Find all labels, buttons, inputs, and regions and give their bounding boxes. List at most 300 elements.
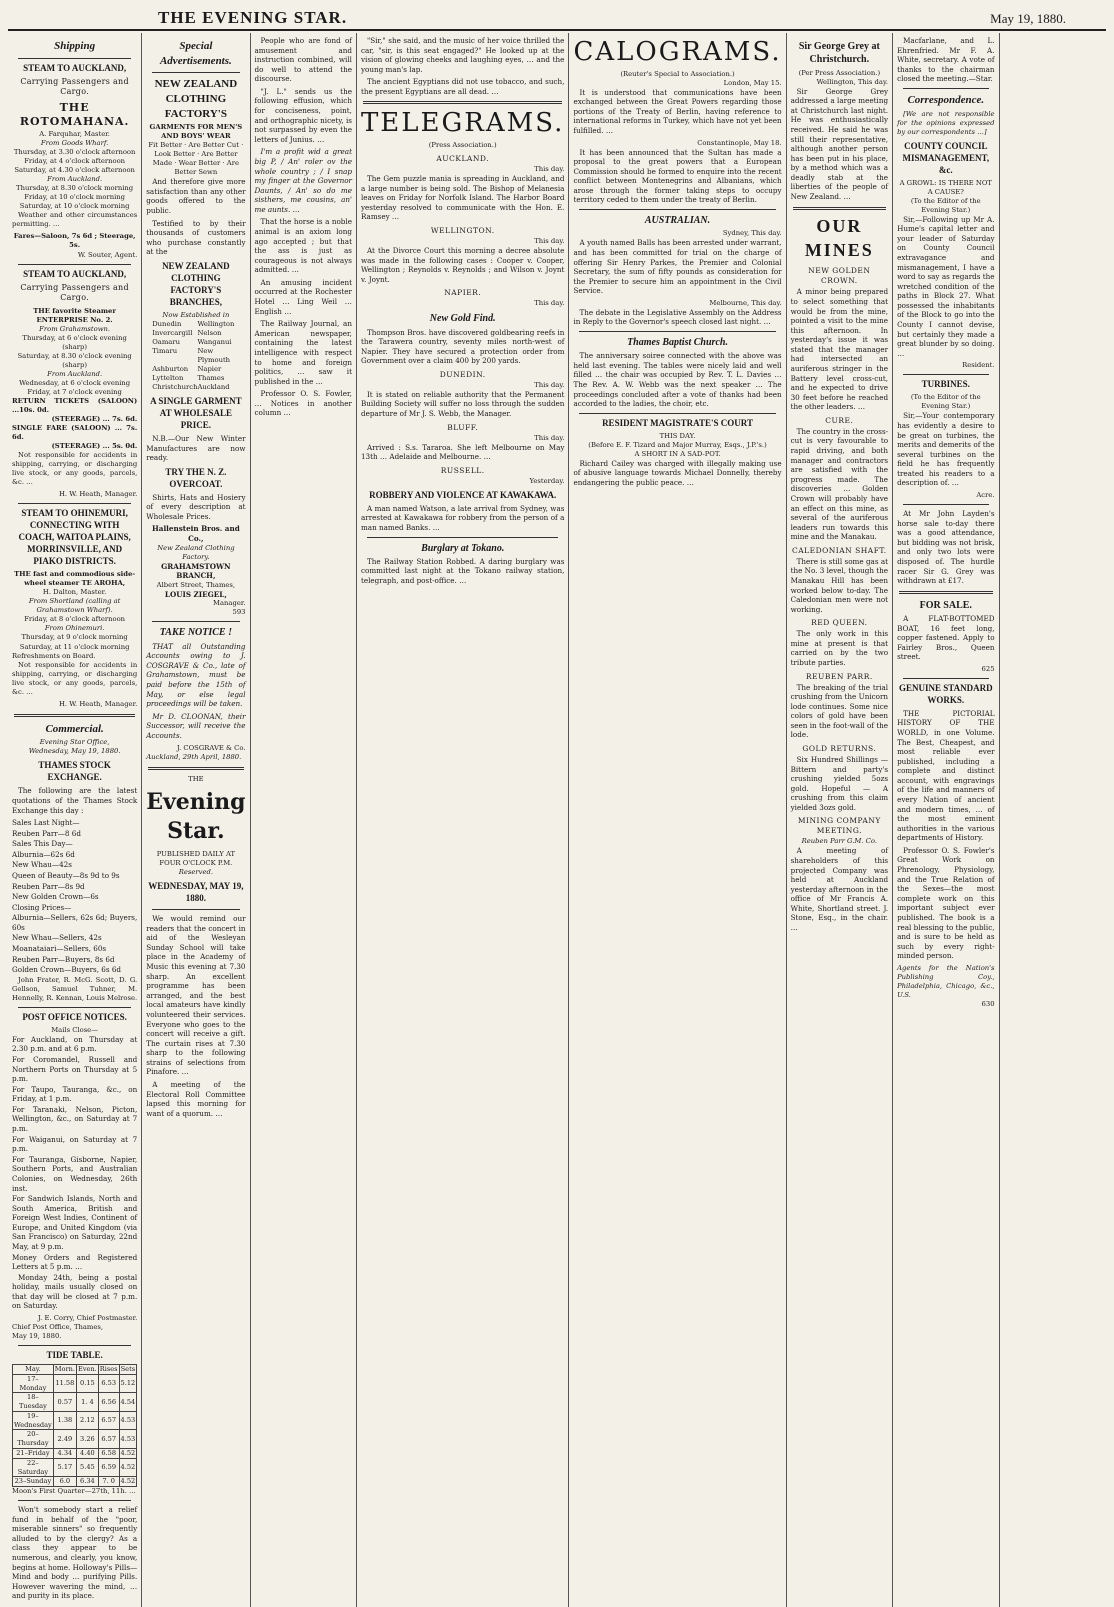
table-row xyxy=(13,1430,137,1449)
list-item: Golden Crown—Buyers, 6s 6d xyxy=(12,965,122,975)
evening-star-date: WEDNESDAY, MAY 19, 1880. xyxy=(148,881,244,904)
steam1-from1: From Goods Wharf. xyxy=(40,139,109,148)
post-list xyxy=(12,1035,137,1272)
evening-star-title: Evening Star. xyxy=(146,788,246,844)
gold-heading: New Gold Find. xyxy=(429,313,496,325)
mine-heading: MINING COMPANY MEETING. xyxy=(797,816,881,836)
divider xyxy=(18,264,131,265)
council-sub: A GROWL: IS THERE NOT A CAUSE? xyxy=(899,178,992,196)
works-agent: Agents for the Nation's Publishing Coy., Philadelphia, Chicago, &c., U.S. xyxy=(897,963,995,999)
article-paragraph: A meeting of shareholders of this projected Company was held at Auckland yesterday afternoon in the office of Mr Francis A. White, Shortland street. J. Stone, Esq., in the chair. … xyxy=(790,846,889,933)
steam3-t3: Saturday, at 11 o'clock morning xyxy=(19,642,130,651)
list-item: Alburnia—62s 6d xyxy=(12,849,75,859)
nz-sub: GARMENTS FOR MEN'S AND BOYS' WEAR xyxy=(149,123,243,141)
column-1 xyxy=(8,33,142,1607)
steam3-ref: Refreshments on Board. xyxy=(12,651,96,660)
table-row xyxy=(13,1393,137,1412)
ad-number: 630 xyxy=(981,999,995,1008)
hall-sub: New Zealand Clothing Factory. xyxy=(157,543,235,561)
hall-branch: GRAHAMSTOWN BRANCH, xyxy=(161,561,231,581)
article-paragraph: At Mr John Layden's horse sale to-day there was a good attendance, but bidding was not brisk, and only two lots were disposed of. The hurdle racer Sir G. Grey was withdrawn at £17. xyxy=(897,509,995,586)
steam1-t5: Friday, at 10 o'clock morning xyxy=(24,193,125,202)
hall-street: Albert Street, Thames, xyxy=(156,580,236,589)
list-item: Thames xyxy=(197,374,225,383)
article-paragraph: Richard Cailey was charged with illegally making use of abusive language towards Michael Donnelly, thereby endangering the public peace. … xyxy=(573,458,782,488)
list-item: Auckland xyxy=(197,383,230,392)
list-item: Queen of Beauty—8s 9d to 9s xyxy=(12,870,120,880)
steam2-t2: Saturday, at 8.30 o'clock evening (sharp) xyxy=(17,351,132,369)
table-header: Even. xyxy=(78,1365,97,1374)
post-office-sub: Mails Close— xyxy=(51,1025,99,1034)
robbery-heading: ROBBERY AND VIOLENCE AT KAWAKAWA. xyxy=(369,489,557,500)
steam1-fares: Fares—Saloon, 7s 6d ; Steerage, 5s. xyxy=(13,232,136,250)
list-item: Reuben Parr—8s 9d xyxy=(12,881,85,891)
burglary-heading: Burglary at Tokano. xyxy=(421,542,505,554)
table-cell: 6.53 xyxy=(98,1374,119,1393)
divider xyxy=(363,101,562,104)
post-note: Monday 24th, being a postal holiday, mails usually closed on that day will be closed at 7 p.m. on Saturday. xyxy=(12,1272,138,1311)
steam1-from2: From Auckland. xyxy=(47,175,103,184)
article-paragraph: Thompson Bros. have discovered goldbearing reefs in the Tarawera country, seventy miles north-west of Napier. They have secured a protection order from Government over a claim 400 by 200 yards. xyxy=(360,327,565,366)
steam3-note: Not responsible for accidents in shipping, carrying, or discharging live stock, or any goods, parcels, &c. … xyxy=(12,660,138,696)
steam2-r2: (STEERAGE) ... 7s. 6d. xyxy=(51,415,138,424)
mine-heading: NEW GOLDEN CROWN. xyxy=(808,266,871,286)
list-item: Napier xyxy=(197,365,222,373)
mine-heading: CALEDONIAN SHAFT. xyxy=(791,545,887,555)
table-row xyxy=(13,1477,137,1487)
notice-title: TAKE NOTICE ! xyxy=(159,627,232,639)
works-text-2: Professor O. S. Fowler's Great Work on Phrenology, Physiology, and the True Relation of the Sexes—the most complete work on this important subject ever published. The book is a real blessing to the public, and is sure to be held as such by every right-minded person. xyxy=(897,845,995,961)
article-paragraph: The ancient Egyptians did not use tobacco, and such, the present Egyptians are all dead. … xyxy=(360,77,565,96)
table-cell: 4.52 xyxy=(120,1448,136,1457)
column-4 xyxy=(357,33,569,1607)
table-cell: 1. 4 xyxy=(77,1393,99,1412)
article-paragraph: An amusing incident occurred at the Rochester Hotel … Ling Weil … English … xyxy=(254,277,352,316)
divider xyxy=(18,58,131,59)
table-cell: 7. 0 xyxy=(98,1477,119,1487)
sales-list xyxy=(12,818,137,975)
article-paragraph: The breaking of the trial crushing from the Unicorn lode continues. Some nice colors of gold have been seen in the foot-wall of the lode. xyxy=(790,682,889,740)
tide-table-title: TIDE TABLE. xyxy=(46,1350,103,1361)
article-paragraph: At the Divorce Court this morning a decree absolute was made in the following cases : Cooper v. Cooper, Wellington ; Reynolds v. Reynolds ; and Wilson v. Joynt v. Joynt. xyxy=(360,245,565,284)
mines-heading: OUR MINES xyxy=(804,215,874,260)
steam2-title: STEAM TO AUCKLAND, xyxy=(23,268,127,279)
column-8 xyxy=(1000,33,1106,1607)
section-commercial: Commercial. xyxy=(45,722,104,735)
article-paragraph: It has been announced that the Sultan has made a proposal to the great powers that a European Commission should be formed to enquire into the recent conflict between Montenegrins and Albanians, which arose through the former taking steps to occupy territory ceded to them under the treaty of Berlin. xyxy=(573,147,782,205)
dateline: This day. xyxy=(534,380,565,389)
table-cell: 5.17 xyxy=(53,1458,76,1477)
table-header: Sets xyxy=(120,1365,136,1374)
council-heading: COUNTY COUNCIL MISMANAGEMENT, &c. xyxy=(902,140,990,175)
steam2-from1: From Grahamstown. xyxy=(39,324,111,333)
list-item: Wellington xyxy=(197,319,235,328)
article-paragraph: It is stated on reliable authority that the Permanent Building Society will suffer no loss through the sudden departure of Mr J. S. Webb, the Manager. xyxy=(360,389,565,419)
table-cell: 3.26 xyxy=(77,1430,99,1449)
table-cell: 6.58 xyxy=(98,1448,119,1458)
table-header: Morn. xyxy=(54,1365,75,1374)
dateline: This day. xyxy=(534,299,565,308)
nz-title2: NEW ZEALAND CLOTHING FACTORY'S BRANCHES, xyxy=(162,260,230,307)
article-paragraph: Sir George Grey addressed a large meeting at Christchurch last night. He was enthusiastically received. He said he was still their representative, although another person has been put in his place, by a method which was a deadly stab at the liberties of the people of New Zealand. … xyxy=(790,86,889,202)
table-cell: 6.57 xyxy=(98,1411,119,1430)
column-7 xyxy=(893,33,999,1607)
masthead-title: THE EVENING STAR. xyxy=(158,8,348,27)
table-cell: 4.40 xyxy=(77,1448,99,1458)
telegrams-heading: TELEGRAMS. xyxy=(360,108,565,139)
mine-heading: REUBEN PARR. xyxy=(805,671,873,681)
table-cell: 4.54 xyxy=(119,1393,137,1412)
article-paragraph: The anniversary soiree connected with the above was held last evening. The tables were nicely laid and well filled … the chair was occupied by Rev. T. L. Davies … The Rev. A. W. Webb was the next speaker … The proceedings concluded after a vote of thanks had been accorded to the ladies, the choir, etc. xyxy=(573,351,782,409)
table-header: Rises xyxy=(99,1365,118,1374)
list-item: Moanataiari—Sellers, 60s xyxy=(12,944,107,954)
divider xyxy=(367,537,558,538)
list-item: Sales Last Night— xyxy=(12,818,80,828)
rm-court-day: THIS DAY. xyxy=(659,431,696,440)
steam2-t4: Friday, at 7 o'clock evening xyxy=(27,388,122,397)
section-shipping: Shipping xyxy=(54,40,96,52)
leader-paragraph-2: A meeting of the Electoral Roll Committee lapsed this morning for want of a quorum. … xyxy=(146,1079,246,1118)
nz-now: Now Established in xyxy=(162,310,230,319)
list-item: Oamaru xyxy=(152,337,180,346)
ad-number: 593 xyxy=(232,608,246,617)
works-text: THE PICTORIAL HISTORY OF THE WORLD, in one Volume. The Best, Cheapest, and most reliable ever published, including a complete and distinct account, with engravings of the life and manners of every Nation of ancient and modern times, … of the most eminent authorities in the various departments of History. xyxy=(897,708,995,843)
table-cell: 23–Sunday xyxy=(13,1477,54,1487)
section-special-ads: Special Advertisements. xyxy=(159,40,232,67)
dateline: London, May 15. xyxy=(723,78,782,87)
hall-manager-title: Manager. xyxy=(213,599,246,608)
signature: Acre. xyxy=(976,491,995,499)
commercial-sub: THAMES STOCK EXCHANGE. xyxy=(38,760,111,783)
list-item: New Whau—Sellers, 42s xyxy=(12,933,102,943)
steam2-ship: THE favorite Steamer ENTERPRISE No. 2. xyxy=(33,306,116,324)
steam2-t3: Wednesday, at 6 o'clock evening xyxy=(19,379,131,387)
divider xyxy=(579,209,775,210)
table-cell: 20–Thursday xyxy=(13,1430,54,1449)
article-paragraph: There is still some gas at the No. 3 level, though the Manakau Hill has been worked below to-day. The Caledonian men were not working. xyxy=(790,556,889,614)
leader-paragraph: We would remind our readers that the concert in aid of the Wesleyan Sunday School will take place in the Academy of Music this evening at 7.30 sharp. An excellent programme has been arranged, and the best local amateurs have kindly volunteered their services. Everyone who goes to the concert will receive a gift. The curtain rises at 7.30 sharp to the following strains of selections from Pinafore. … xyxy=(146,914,246,1077)
table-cell: 2.49 xyxy=(53,1430,76,1449)
divider xyxy=(14,714,135,717)
steam1-agent: W. Souter, Agent. xyxy=(77,250,138,259)
commercial-date: Wednesday, May 19, 1880. xyxy=(28,747,121,756)
article-paragraph: Six Hundred Shillings — Bittern and party's crushing yielded 5ozs gold. Hopeful — A crushing from this claim yielded 3ozs gold. xyxy=(790,754,889,812)
steam2-r4: (STEERAGE) ... 5s. 0d. xyxy=(51,442,138,451)
table-row xyxy=(13,1374,137,1393)
nz-try: TRY THE N. Z. OVERCOAT. xyxy=(165,466,227,489)
divider xyxy=(18,1500,131,1501)
article-paragraph: A youth named Balls has been arrested under warrant, and has been committed for trial on the charge of offering Sir Henry Parkes, the Premier and Colonial Secretary, the sum of fifty pounds as consideration for the Premier to secure him an appointment in the Civil Service. xyxy=(573,238,782,296)
post-office-title: POST OFFICE NOTICES. xyxy=(22,1011,127,1022)
dateline: This day. xyxy=(534,236,565,245)
list-item: Nelson xyxy=(197,328,222,337)
article-paragraph: Macfarlane, and L. Ehrenfried. Mr F. A. White, secretary. A vote of thanks to the chairman closed the meeting.—Star. xyxy=(897,36,995,84)
table-cell: 6.34 xyxy=(77,1477,99,1487)
works-heading: GENUINE STANDARD WORKS. xyxy=(898,682,993,705)
rm-court-heading: RESIDENT MAGISTRATE'S COURT xyxy=(602,417,753,428)
article-paragraph: "Sir," she said, and the music of her voice thrilled the car, "sir, is this seat engaged?" He looked up at the vision of glowing cheeks and laughing eyes, … and the young man's lap. xyxy=(360,36,565,74)
post-sig: J. E. Corry, Chief Postmaster. xyxy=(37,1314,138,1323)
table-cell: 4.52 xyxy=(120,1477,136,1486)
steam2-agent: H. W. Heath, Manager. xyxy=(58,490,138,499)
divider xyxy=(899,591,992,594)
article-paragraph: It is understood that communications have been exchanged between the Great Powers regarding those portions of the Treaty of Berlin, having reference to international reforms in Turkey, which have not yet been fulfilled. … xyxy=(573,87,782,135)
steam3-from1: From Shortland (calling at Grahamstown Wharf). xyxy=(28,597,121,615)
article-paragraph: Sir,—Following up Mr A. Hume's capital letter and your leader of Saturday on County Council extravagance and mismanagement, I have a word to say as regards the wretched condition of the paths in Block 27. What possessed the inhabitants of the Block to go into the County I cannot devise, but certainly they made a great blunder by so doing. … xyxy=(897,214,995,358)
steam2-r1: RETURN TICKETS (SALOON) ...10s. 0d. xyxy=(12,397,138,415)
divider xyxy=(903,504,988,505)
table-cell: 6.0 xyxy=(53,1477,76,1487)
dateline: Melbourne, This day. xyxy=(709,298,782,307)
article-paragraph: Professor O. S. Fowler, … Notices in another column … xyxy=(254,389,352,418)
table-cell: 0.57 xyxy=(53,1393,76,1412)
dateline: This day. xyxy=(534,165,565,174)
mine-heading: CURE. xyxy=(825,415,854,425)
hall-manager: LOUIS ZIEGEL, xyxy=(164,589,227,599)
nz-fit: Fit Better · Are Better Cut · Look Better · Are Better Made · Wear Better · Are Better Sewn xyxy=(148,141,244,177)
verse: I'm a profit wid a great big P, / An' roler ov the whole country ; / I snap my finger at the Governor Daunts, / An' so do me sisthers, me cousins, an' me aunts. … xyxy=(254,147,352,214)
nz-nb: N.B.—Our New Winter Manufactures are now ready. xyxy=(146,434,246,463)
column-2 xyxy=(142,33,250,1607)
notice-text: THAT all Outstanding Accounts owing to J. COSGRAVE & Co., late of Grahamstown, must be paid before the 15th of May, or else legal proceedings will be taken. xyxy=(146,641,246,709)
list-item: Sales This Day— xyxy=(12,839,73,849)
grey-heading: Sir George Grey at Christchurch. xyxy=(798,41,880,66)
turbines-heading: TURBINES. xyxy=(921,379,970,390)
calograms-heading: CALOGRAMS. xyxy=(573,37,782,67)
post-date: May 19, 1880. xyxy=(12,1332,62,1341)
table-cell: 4.53 xyxy=(119,1430,137,1449)
divider xyxy=(18,503,131,504)
table-cell: 22–Saturday xyxy=(13,1458,54,1477)
ad-number: 625 xyxy=(981,664,995,673)
for-sale-heading: FOR SALE. xyxy=(919,599,972,611)
divider xyxy=(793,207,886,210)
table-cell: 0.15 xyxy=(77,1374,99,1393)
notice-date: Auckland, 29th April, 1880. xyxy=(146,752,242,761)
steam2-r3: SINGLE FARE (SALOON) ... 7s. 6d. xyxy=(12,424,138,442)
nz-title: NEW ZEALAND CLOTHING FACTORY'S xyxy=(154,78,238,120)
list-item: Christchurch xyxy=(152,383,198,392)
grey-sub: (Per Press Association.) xyxy=(798,68,881,77)
table-cell: 17–Monday xyxy=(13,1374,54,1393)
divider xyxy=(903,374,988,375)
table-cell: 6.56 xyxy=(98,1393,119,1412)
list-item: Money Orders and Registered Letters at 5 p.m. … xyxy=(12,1252,138,1272)
table-cell: 5.12 xyxy=(119,1374,137,1393)
hall-name: Hallenstein Bros. and Co., xyxy=(152,524,240,543)
steam3-agent: H. W. Heath, Manager. xyxy=(58,699,138,708)
post-office: Chief Post Office, Thames, xyxy=(12,1323,104,1332)
article-paragraph: The Railway Station Robbed. A daring burglary was committed last night at the Tokano railway station, telegraph, and post-office. … xyxy=(360,556,565,585)
nz-branches xyxy=(146,320,245,392)
divider xyxy=(18,1007,131,1008)
place-dunedin: DUNEDIN. xyxy=(439,369,486,379)
steam3-ship: THE fast and commodious side-wheel steamer TE AROHA, xyxy=(14,570,136,588)
place-napier: NAPIER. xyxy=(444,288,482,298)
steam1-t2: Friday, at 4 o'clock afternoon xyxy=(24,157,126,166)
column-3 xyxy=(251,33,357,1607)
steam1-t3: Saturday, at 4.30 o'clock afternoon xyxy=(14,166,135,175)
steam3-master: H. Dalton, Master. xyxy=(42,588,107,597)
list-item: For Taranaki, Nelson, Picton, Wellington, &c., on Saturday at 7 p.m. xyxy=(12,1104,138,1134)
table-cell: 18–Tuesday xyxy=(13,1393,54,1412)
rm-court-case: A SHORT IN A SAD-POT. xyxy=(634,449,721,458)
steam1-t6: Saturday, at 10 o'clock morning xyxy=(19,202,130,211)
correspondence-heading: Correspondence. xyxy=(907,93,985,106)
nz-single: A SINGLE GARMENT AT WHOLESALE PRICE. xyxy=(150,396,242,431)
article-paragraph: Sir,—Your contemporary has evidently a desire to be great on turbines, the merits and demerits of the several turbines on the field he has frequently treated his readers to a description of. … xyxy=(897,411,995,488)
column-5 xyxy=(569,33,786,1607)
divider xyxy=(152,909,239,910)
list-item: New Golden Crown—6s xyxy=(12,892,99,902)
steam1-sub: Carrying Passengers and Cargo. xyxy=(20,76,129,97)
divider xyxy=(579,413,775,414)
tides-moon: Moon's First Quarter—27th, 11h. … xyxy=(12,1487,136,1496)
divider xyxy=(152,72,239,73)
steam1-master: A. Farquhar, Master. xyxy=(39,130,110,139)
table-row xyxy=(13,1458,137,1477)
nz-shirts: Shirts, Hats and Hosiery of every description at Wholesale Prices. xyxy=(146,492,246,521)
table-cell: 5.45 xyxy=(77,1458,99,1477)
steam1-title: STEAM TO AUCKLAND, xyxy=(23,62,127,73)
table-cell: 6.57 xyxy=(98,1430,119,1449)
telegrams-sub: (Press Association.) xyxy=(428,141,497,150)
turbines-to: (To the Editor of the Evening Star.) xyxy=(910,393,981,411)
column-6 xyxy=(787,33,893,1607)
list-item: Invercargill xyxy=(152,328,193,337)
masthead-date: May 19, 1880. xyxy=(990,11,1066,26)
list-item: For Sandwich Islands, North and South America, British and Foreign West Indies, Continent of Europe, and United Kingdom (via San Francisco) on Saturday, 22nd May, at 9 p.m. xyxy=(12,1194,138,1251)
evening-star-reserved: Reserved. xyxy=(178,868,214,877)
divider xyxy=(148,767,243,770)
list-item: Dunedin xyxy=(152,319,182,328)
article-paragraph: A minor being prepared to select something that would be from the mine, pointed a visit to the mine this afternoon. In yesterday's issue it was stated that the manager had intersected an auriferous stringer in the Battery level cross-cut, and he expected to drive 30 feet before he reached the other leaders. … xyxy=(790,287,889,412)
columns xyxy=(8,33,1106,1601)
list-item: New Whau—42s xyxy=(12,860,72,870)
steam3-from2: From Ohinemuri. xyxy=(44,624,105,633)
list-item: Lyttelton xyxy=(152,374,184,383)
holloway-ad: Won't somebody start a relief fund in behalf of the "poor, miserable sinners" so frequently alluded to by the clergy? As a class they appear to be numerous, and clearly, you know, begins at home. Holloway's Pills—Mind and body … purifying Pills. However wavering the mind, … and purity in its place. xyxy=(12,1505,138,1601)
list-item: Timaru xyxy=(152,346,178,355)
steam2-note: Not responsible for accidents in shipping, carrying, or discharging live stock, or any goods, parcels, &c. … xyxy=(12,451,138,487)
article-paragraph: People who are fond of amusement and instruction combined, will do well to attend the discourse. xyxy=(254,36,352,84)
divider xyxy=(903,88,988,89)
article-paragraph: The debate in the Legislative Assembly on the Address in Reply to the Governor's speech closed last night. … xyxy=(573,307,782,327)
mine-heading: GOLD RETURNS. xyxy=(802,743,877,753)
table-cell: 1.38 xyxy=(53,1411,76,1430)
divider xyxy=(903,678,988,679)
article-paragraph: The Gem puzzle mania is spreading in Auckland, and a large number is being sold. The Bishop of Melanesia leaves on Friday for Norfolk Island. The Harbor Board yesterday resolved to communicate with the Hon. E. Ramsey … xyxy=(360,174,565,222)
list-item: For Auckland, on Thursday at 2.30 p.m. and at 6 p.m. xyxy=(12,1034,138,1054)
article-paragraph: The country in the cross-cut is very favourable to rapid driving, and both manager and contractors are satisfied with the progress made. The discoveries … Golden Crown will probably have an effect on this mine, as several of the auriferous leaders run towards this mine and the Manakau. xyxy=(790,426,889,542)
steam2-sub: Carrying Passengers and Cargo. xyxy=(20,282,129,303)
list-item: Reuben Parr—8 6d xyxy=(12,828,81,838)
table-row xyxy=(13,1411,137,1430)
table-header-row xyxy=(13,1365,137,1375)
tide-table xyxy=(12,1364,137,1487)
brokers: John Frater, R. McG. Scott, D. G. Gellson, Samuel Tuhner, M. Hennelly, R. Kennan, Louis Melrose. xyxy=(12,975,138,1002)
signature: Resident. xyxy=(962,361,995,370)
dateline: Yesterday. xyxy=(529,476,565,485)
correspondence-note: [We are not responsible for the opinions expressed by our correspondents …] xyxy=(897,109,995,136)
article-paragraph: Arrived : S.s. Tararoa. She left Melbourne on May 13th … Adelaide and Melbourne. … xyxy=(360,442,565,462)
article-paragraph: The only work in this mine at present is that carried on by the two tribute parties. xyxy=(790,629,889,667)
list-item: Ashburton xyxy=(152,365,189,373)
dateline: Sydney, This day. xyxy=(722,229,782,238)
table-cell: 4.53 xyxy=(119,1411,137,1430)
steam1-t4: Thursday, at 8.30 o'clock morning xyxy=(16,184,134,193)
list-item: Closing Prices— xyxy=(12,902,72,912)
baptist-heading: Thames Baptist Church. xyxy=(627,337,728,349)
table-row xyxy=(13,1448,137,1458)
steam3-t1: Friday, at 8 o'clock afternoon xyxy=(24,615,126,624)
masthead xyxy=(8,6,1106,31)
article-paragraph: The Railway Journal, an American newspaper, containing the latest intelligence with respect to home and foreign politics, … saw it published in the … xyxy=(254,319,352,386)
evening-star-pub: PUBLISHED DAILY AT FOUR O'CLOCK P.M. xyxy=(156,850,236,868)
dateline: This day. xyxy=(534,433,565,442)
steam3-t2: Thursday, at 9 o'clock morning xyxy=(21,633,128,642)
for-sale-text: A FLAT-BOTTOMED BOAT, 16 feet long, copper fastened. Apply to Fairley Bros., Queen street. xyxy=(897,613,995,662)
table-cell: 4.34 xyxy=(53,1448,76,1458)
place-auckland: AUCKLAND. xyxy=(436,154,490,164)
nz-p1: And therefore give more satisfaction than any other goods offered to the public. xyxy=(146,177,246,216)
table-cell: 6.59 xyxy=(98,1458,119,1477)
steam2-t1: Thursday, at 6 o'clock evening (sharp) xyxy=(22,333,127,351)
mine-heading: RED QUEEN. xyxy=(811,618,868,628)
rm-court-before: (Before E. F. Tizard and Major Murray, Esqs., J.P.'s.) xyxy=(588,440,767,449)
dateline: Wellington, This day. xyxy=(816,77,889,86)
list-item: For Tauranga, Gisborne, Napier, Southern Ports, and Australian Colonies, on Wednesday, 26th inst. xyxy=(12,1154,138,1193)
article-paragraph: A man named Watson, a late arrival from Sydney, was arrested at Kawakawa for robbery from the person of a man named Banks. … xyxy=(360,503,565,532)
steam1-ship: THE ROTOMAHANA. xyxy=(19,100,130,129)
meeting-sub: Reuben Parr G.M. Co. xyxy=(801,837,878,846)
place-bluff: BLUFF. xyxy=(447,422,479,432)
divider xyxy=(579,331,775,332)
nz-p2: Testified to by their thousands of customers who purchase constantly at the xyxy=(146,218,246,257)
divider xyxy=(18,1345,131,1346)
notice-text-2: Mr D. CLOONAN, their Successor, will receive the Accounts. xyxy=(146,711,246,740)
article-paragraph: "J. L." sends us the following effusion, which for conciseness, point, and orthographic nicety, is not surpassed by even the letters of Junius. … xyxy=(254,86,352,144)
table-cell: 2.12 xyxy=(77,1411,99,1430)
continuation-column xyxy=(1004,36,1102,1604)
table-cell: 21–Friday xyxy=(13,1448,54,1458)
commercial-intro: The following are the latest quotations of the Thames Stock Exchange this day : xyxy=(12,786,138,815)
council-to: (To the Editor of the Evening Star.) xyxy=(910,196,981,214)
list-item: Alburnia—Sellers, 62s 6d; Buyers, 60s xyxy=(12,913,138,932)
calograms-sub: (Reuter's Special to Association.) xyxy=(620,69,735,78)
table-header: May. xyxy=(13,1365,54,1375)
steam3-title: STEAM TO OHINEMURI, CONNECTING WITH COACH, WAITOA PLAINS, MORRINSVILLE, AND PIAKO DISTRICTS. xyxy=(18,508,131,567)
table-cell: 11.58 xyxy=(53,1374,76,1393)
steam1-note: Weather and other circumstances permitting. … xyxy=(12,211,138,229)
list-item: New Plymouth xyxy=(197,346,231,364)
list-item: Reuben Parr—Buyers, 8s 6d xyxy=(12,954,115,964)
divider xyxy=(152,621,239,622)
steam2-from2: From Auckland. xyxy=(47,369,103,378)
table-cell: 19–Wednesday xyxy=(14,1411,52,1429)
place-russell: RUSSELL. xyxy=(440,465,485,475)
australian-heading: AUSTRALIAN. xyxy=(644,215,711,227)
table-cell: 4.52 xyxy=(119,1458,137,1477)
article-paragraph: That the horse is a noble animal is an axiom long ago accepted ; but that the ass is just as courageous is not always admitted. … xyxy=(254,217,352,275)
evening-star-the: THE xyxy=(188,774,204,783)
dateline: Constantinople, May 18. xyxy=(697,138,782,147)
list-item: For Coromandel, Russell and Northern Ports on Thursday at 5 p.m. xyxy=(12,1055,138,1084)
list-item: For Taupo, Tauranga, &c., on Friday, at 1 p.m. xyxy=(12,1084,138,1104)
commercial-office: Evening Star Office, xyxy=(39,738,110,747)
list-item: Wanganui xyxy=(197,337,232,346)
notice-sig: J. COSGRAVE & Co. xyxy=(176,743,246,752)
